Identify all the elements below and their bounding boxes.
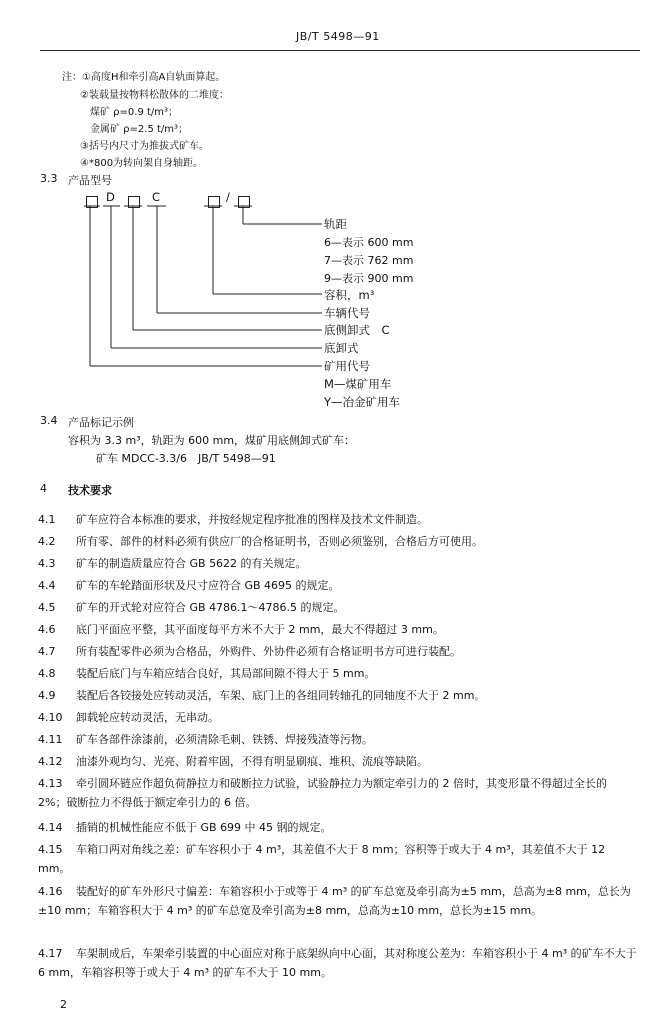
clause <box>38 752 638 771</box>
clause-text: 所有零、部件的材料必须有供应厂的合格证明书，否则必须鉴别，合格后方可使用。 <box>76 535 483 548</box>
label-volume: 容积，m³ <box>324 288 375 302</box>
clause-text: 装配好的矿车外形尺寸偏差：车箱容积小于或等于 4 m³ 的矿车总宽及牵引高为±5 mm，总高为±8 mm，总长为±10 mm；车箱容积大于 4 m³ 的矿车总宽及牵引高为±8 mm，总高为±10 mm，总长为±15 mm。 <box>38 885 631 917</box>
section-number: 3.3 <box>40 172 58 185</box>
section-title: 技术要求 <box>68 484 112 497</box>
marking-example: 容积为 3.3 m³，轨距为 600 mm，煤矿用底侧卸式矿车： <box>68 434 356 447</box>
clause <box>38 664 638 683</box>
section-title: 产品标记示例 <box>68 416 134 429</box>
clause-text: 油漆外观均匀、光亮、附着牢固，不得有明显刷痕、堆积、流痕等缺陷。 <box>76 755 428 768</box>
clause <box>38 576 638 595</box>
clause <box>38 620 638 639</box>
clause-text: 底门平面应平整，其平面度每平方米不大于 2 mm，最大不得超过 3 mm。 <box>76 623 444 636</box>
label-bottom-side-dump: 底侧卸式 C <box>324 323 390 337</box>
clause-number: 4.2 <box>38 535 56 548</box>
clause-number: 4.9 <box>38 689 56 702</box>
clause-number: 4.12 <box>38 755 63 768</box>
clause-number: 4.11 <box>38 733 63 746</box>
label-bottom-dump: 底卸式 <box>324 341 359 355</box>
clause-text: 插销的机械性能应不低于 GB 699 中 45 钢的规定。 <box>76 821 332 834</box>
label-metallurgy-mine: Y—冶金矿用车 <box>324 395 401 409</box>
clause-text: 矿车各部件涂漆前，必须清除毛刺、铁锈、焊接残渣等污物。 <box>76 733 373 746</box>
note-line: 煤矿 ρ=0.9 t/m³； <box>90 107 179 118</box>
clause <box>38 598 638 617</box>
note-line: ④*800为转向架自身轴距。 <box>80 158 204 169</box>
clause-number: 4.8 <box>38 667 56 680</box>
label-gauge-762: 7—表示 762 mm <box>324 254 414 267</box>
note-line: ②装载量按物料松散体的二堆度： <box>80 90 229 101</box>
clause <box>38 532 638 551</box>
label-vehicle-code: 车辆代号 <box>324 306 370 320</box>
clause-text: 车箱口两对角线之差：矿车容积小于 4 m³，其差值不大于 8 mm；容积等于或大于 4 m³，其差值不大于 12 mm。 <box>38 843 606 875</box>
clause-number: 4.15 <box>38 843 63 856</box>
clause <box>38 686 638 705</box>
section-number: 4 <box>40 482 47 495</box>
clause-text: 矿车的制造质量应符合 GB 5622 的有关规定。 <box>76 557 307 570</box>
clause-text: 车架制成后，车架牵引装置的中心面应对称于底架纵向中心面，其对称度公差为：车箱容积小于 4 m³ 的矿车不大于 6 mm，车箱容积等于或大于 4 m³ 的矿车不大于 10 mm。 <box>38 947 637 979</box>
standard-code: JB/T 5498—91 <box>296 30 380 43</box>
section-title: 产品型号 <box>68 174 112 187</box>
clause <box>38 840 638 878</box>
clause-text: 装配后各铰接处应转动灵活，车架、底门上的各组同转轴孔的同轴度不大于 2 mm。 <box>76 689 486 702</box>
clause-number: 4.17 <box>38 947 63 960</box>
clause <box>38 882 638 920</box>
section-number: 3.4 <box>40 414 58 427</box>
clause <box>38 510 638 529</box>
clause <box>38 642 638 661</box>
clause <box>38 708 638 727</box>
clause-number: 4.7 <box>38 645 56 658</box>
clause-text: 矿车的开式轮对应符合 GB 4786.1～4786.5 的规定。 <box>76 601 345 614</box>
clause <box>38 818 638 837</box>
clause <box>38 730 638 749</box>
clause-number: 4.16 <box>38 885 63 898</box>
clause-text: 矿车的车轮踏面形状及尺寸应符合 GB 4695 的规定。 <box>76 579 340 592</box>
label-mine-code: 矿用代号 <box>324 359 370 373</box>
label-coal-mine: M—煤矿用车 <box>324 377 392 391</box>
clause-number: 4.1 <box>38 513 56 526</box>
marking-code: 矿车 MDCC-3.3/6 JB/T 5498—91 <box>96 452 276 465</box>
model-letter-c: C <box>152 190 161 204</box>
clause <box>38 554 638 573</box>
clause-text: 矿车应符合本标准的要求，并按经规定程序批准的图样及技术文件制造。 <box>76 513 428 526</box>
clause-number: 4.13 <box>38 777 63 790</box>
clause-number: 4.5 <box>38 601 56 614</box>
model-slash: / <box>226 190 230 204</box>
model-letter-d: D <box>106 190 115 204</box>
clause-number: 4.4 <box>38 579 56 592</box>
clause-number: 4.14 <box>38 821 63 834</box>
clause-number: 4.3 <box>38 557 56 570</box>
page-number: 2 <box>60 998 67 1011</box>
label-gauge-600: 6—表示 600 mm <box>324 236 414 249</box>
clause-text: 所有装配零件必须为合格品，外购件、外协件必须有合格证明书方可进行装配。 <box>76 645 461 658</box>
clause-number: 4.10 <box>38 711 63 724</box>
note-line: 金属矿 ρ=2.5 t/m³； <box>90 124 189 135</box>
label-gauge-900: 9—表示 900 mm <box>324 272 414 285</box>
clause <box>38 774 638 812</box>
model-diagram-lines <box>0 0 672 420</box>
clause-number: 4.6 <box>38 623 56 636</box>
clause-text: 卸载轮应转动灵活，无串动。 <box>76 711 219 724</box>
note-line: 注：①高度H和牵引高A自轨面算起。 <box>62 72 226 83</box>
note-line: ③括号内尺寸为推拔式矿车。 <box>80 141 209 152</box>
clause <box>38 944 638 982</box>
label-gauge: 轨距 <box>324 217 347 231</box>
clause-text: 牵引圆环链应作超负荷静拉力和破断拉力试验，试验静拉力为额定牵引力的 2 倍时，其变形量不得超过全长的 2%；破断拉力不得低于额定牵引力的 6 倍。 <box>38 777 607 809</box>
clause-text: 装配后底门与车箱应结合良好，其局部间隙不得大于 5 mm。 <box>76 667 376 680</box>
